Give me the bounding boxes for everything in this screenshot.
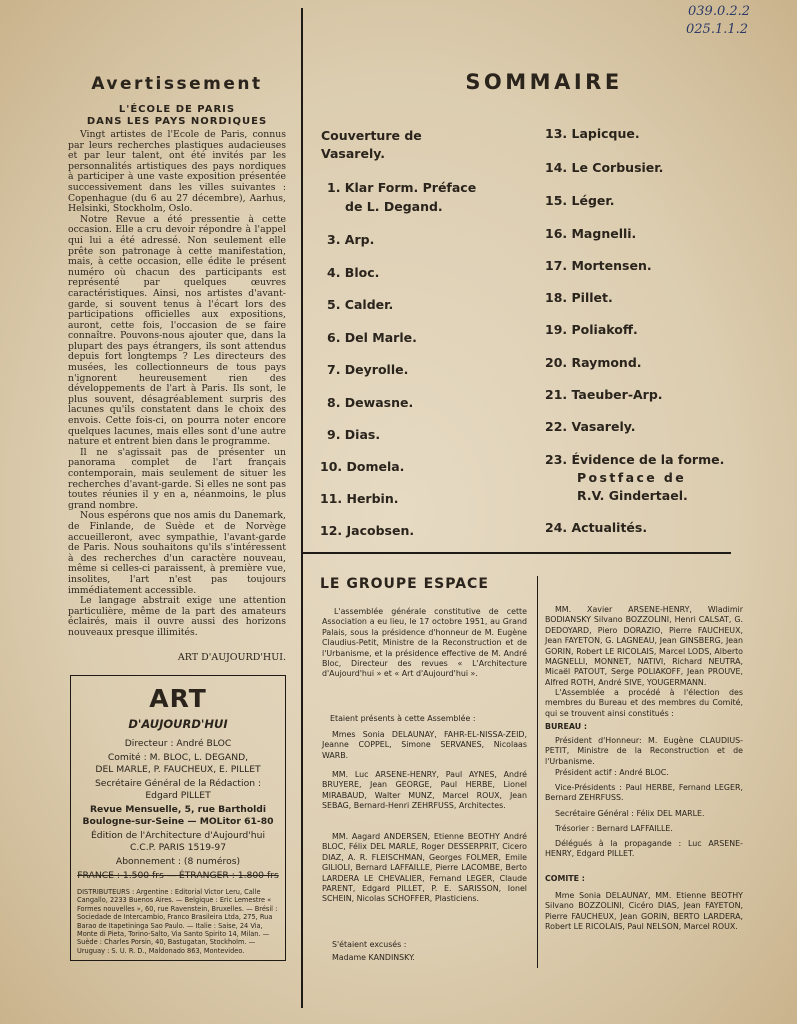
toc-entry: 14. Le Corbusier. (545, 160, 664, 175)
masthead-line: Comité : M. BLOC, L. DEGAND, (107, 752, 249, 763)
toc-entry: 19. Poliakoff. (545, 322, 638, 337)
toc-entry: 1. Klar Form. Préface (327, 180, 477, 195)
avertissement-title: Avertissement (91, 74, 263, 94)
masthead-line: Abonnement : (8 numéros) (115, 856, 241, 867)
groupe-paragraph: Délégués à la propagande : Luc ARSENE-HENRY, Edgard PILLET. (545, 839, 743, 859)
groupe-paragraph: Trésorier : Bernard LAFFAILLE. (555, 824, 673, 833)
shelfmark-2: 025.1.1.2 (686, 22, 749, 37)
toc-entry: 24. Actualités. (545, 520, 648, 535)
groupe-paragraph: Vice-Présidents : Paul HERBE, Fernand LEGER, Bernard ZEHRFUSS. (545, 783, 743, 803)
masthead-line: DEL MARLE, P. FAUCHEUX, E. PILLET (95, 764, 261, 775)
toc-entry: Postface de (577, 470, 687, 485)
masthead-line: C.C.P. PARIS 1519-97 (129, 842, 227, 853)
groupe-paragraph: Président d'Honneur: M. Eugène CLAUDIUS-PETIT, Ministre de la Reconstruction et de l'Urbanisme. (545, 736, 743, 766)
masthead-line: Édition de l'Architecture d'Aujourd'hui (91, 830, 265, 841)
avertissement-signature: ART D'AUJOURD'HUI. (177, 652, 286, 663)
toc-entry: 15. Léger. (545, 193, 615, 208)
masthead-line: Secrétaire Général de la Rédaction : (94, 778, 262, 789)
groupe-heading: COMITE : (545, 874, 585, 883)
toc-entry: 16. Magnelli. (545, 226, 637, 241)
groupe-paragraph: Président actif : André BLOC. (555, 768, 669, 777)
toc-entry: 17. Mortensen. (545, 258, 652, 273)
groupe-paragraph: L'Assemblée a procédé à l'élection des membres du Bureau et des membres du Comité, qui se trouvent ainsi constitués : (545, 688, 743, 718)
groupe-espace-title: LE GROUPE ESPACE (320, 576, 489, 592)
shelfmark-1: 039.0.2.2 (688, 4, 751, 19)
toc-entry: 3. Arp. (327, 232, 375, 247)
toc-entry: 8. Dewasne. (327, 395, 414, 410)
toc-entry: 12. Jacobsen. (320, 523, 415, 538)
groupe-paragraph: Etaient présents à cette Assemblée : (330, 714, 476, 723)
toc-entry: 7. Deyrolle. (327, 362, 409, 377)
masthead-title: ART (149, 684, 207, 713)
toc-entry: 21. Taeuber-Arp. (545, 387, 663, 402)
toc-entry: Couverture de (321, 128, 422, 143)
toc-entry: de L. Degand. (345, 199, 443, 214)
toc-entry: 20. Raymond. (545, 355, 642, 370)
toc-entry: 9. Dias. (327, 427, 381, 442)
toc-entry: 5. Calder. (327, 297, 394, 312)
toc-entry: 22. Vasarely. (545, 419, 636, 434)
masthead-line: Directeur : André BLOC (124, 738, 232, 749)
paragraph: Notre Revue a été pressentie à cette occasion. Elle a cru devoir répondre à l'appel qui lui a été adressé. Non seulement elle prête son patronage à cette manifestation, mais, à cette occasion, elle édite le présent numéro où chacun des participants est représenté par quelques œuvres caractéristiques. Ainsi, nos artistes d'avant-garde, si souvent tenus à l'écart lors des participations officielles aux expositions, auront, cette fois, l'occasion de se faire connaître. Pouvons-nous ajouter que, dans la plupart des pays étrangers, ils sont attendus depuis fort longtemps ? Les directeurs des musées, les collectionneurs de tous pays n'ignorent heureusement rien des développements de l'art à Paris. Ils sont, le plus souvent, désagréablement surpris des lacunes qu'ils constatent dans le choix des envois. Cette fois-ci, on pourra noter encore quelques lacunes, mais elles sont d'une autre nature et entrent bien dans le programme. (68, 213, 286, 448)
masthead-line: Revue Mensuelle, 5, rue Bartholdi (89, 804, 267, 815)
groupe-paragraph: Mme Sonia DELAUNAY, MM. Etienne BEOTHY Silvano BOZZOLINI, Cicéro DIAS, Jean FAYETON, Pierre FAUCHEUX, Jean GORIN, BERTO LARDERA, Robert LE RICOLAIS, Paul NELSON, Marcel ROUX. (545, 891, 743, 932)
groupe-paragraph: S'étaient excusés : (332, 940, 407, 949)
groupe-paragraph: MM. Luc ARSENE-HENRY, Paul AYNES, André BRUYERE, Jean GEORGE, Paul HERBE, Lionel MIRABAUD, Walter MUNZ, Marcel ROUX, Jean SEBAG, Bernard-Henri ZEHRFUSS, Architectes. (322, 770, 527, 811)
masthead-box (70, 675, 286, 961)
toc-entry: 4. Bloc. (327, 265, 380, 280)
toc-entry: 13. Lapicque. (545, 126, 640, 141)
toc-entry: 18. Pillet. (545, 290, 613, 305)
paragraph: Nous espérons que nos amis du Danemark, de Finlande, de Suède et de Norvège accueilleront, avec sympathie, l'avant-garde de Paris. Nous souhaitons qu'ils s'intéressent à des recherches d'un caractère nouveau, même si celles-ci paraissent, à première vue, insolites, l'art n'est pas toujours immédiatement accessible. (68, 510, 286, 596)
masthead-line: Boulogne-sur-Seine — MOLitor 61-80 (82, 816, 274, 827)
paragraph: Vingt artistes de l'Ecole de Paris, connus par leurs recherches plastiques audacieuses et par leur talent, ont été invités par les personnalités artistiques des pays nordiques à participer à une vaste exposition présentée successivement dans les villes suivantes : Copenhague (du 6 au 27 décembre), Aarhus, Helsinki, Stockholm, Oslo. (68, 129, 286, 215)
avertissement-body (68, 130, 286, 639)
avertissement-subtitle: L'ÉCOLE DE PARIS (118, 104, 236, 115)
masthead-line: Edgard PILLET (145, 790, 211, 801)
toc-entry: Vasarely. (321, 146, 385, 161)
masthead-line: FRANCE : 1.500 frs — ÉTRANGER : 1.800 frs (77, 870, 279, 881)
groupe-paragraph: Mmes Sonia DELAUNAY, FAHR-EL-NISSA-ZEID, Jeanne COPPEL, Simone SERVANES, Nicolaas WARB. (322, 730, 527, 760)
groupe-divider (537, 576, 538, 968)
toc-entry: 11. Herbin. (320, 491, 399, 506)
groupe-heading: BUREAU : (545, 722, 588, 731)
toc-entry: 10. Domela. (320, 459, 405, 474)
groupe-paragraph: Secrétaire Général : Félix DEL MARLE. (555, 809, 705, 818)
section-divider (303, 552, 731, 554)
toc-entry: R.V. Gindertael. (577, 488, 688, 503)
distributors: DISTRIBUTEURS : Argentine : Editorial Victor Leru, Calle Cangallo, 2233 Buenos Aires. — Belgique : Eric Lemestre « Formes nouvelles », 60, rue Ravenstein, Bruxelles. — Brésil : Sociedade de Intercambio, Franco Brasileira Ltda, 275, Rua Barao de Itapetininga Sao Paulo. — Italie : Saise, 24 Via, Monte di Pieta, Torino-Salto, Via Santo Spirito 14, Milan. — Suède : Charles Porsin, 40, Bastugatan, Stockholm. — Uruguay : S. U. R. D., Maldonado 863, Montevideo. (77, 888, 278, 955)
groupe-paragraph: MM. Xavier ARSENE-HENRY, Wladimir BODIANSKY Silvano BOZZOLINI, Henri CALSAT, G. DEDOYARD, Piero DORAZIO, Pierre FAUCHEUX, Jean FAYETON, G. LAGNEAU, Jean GINSBERG, Jean GORIN, Robert LE RICOLAIS, Marcel LODS, Alberto MAGNELLI, MONNET, NATIVI, Richard NEUTRA, Micaël PATOUT, Serge POLIAKOFF, Jean PROUVE, Alfred ROTH, André SIVE, YOUGERMANN. (545, 605, 743, 687)
groupe-paragraph: Madame KANDINSKY. (332, 953, 415, 962)
masthead-subtitle: D'AUJOURD'HUI (128, 717, 228, 731)
sommaire-title: SOMMAIRE (465, 70, 623, 94)
groupe-paragraph: MM. Aagard ANDERSEN, Etienne BEOTHY André BLOC, Félix DEL MARLE, Roger DESSERPRIT, Cicero DIAZ, A. R. FLEISCHMAN, Georges FOLMER, Emile GILIOLI, Bernard LAFFAILLE, Pierre LACOMBE, Berto LARDERA LE CHEVALIER, Fernand LEGER, Claude PARENT, Edgard PILLET, P. E. SARISSON, Ionel SCHEIN, Nicolas SCHOFFER, Plasticiens. (322, 832, 527, 904)
avertissement-subtitle: DANS LES PAYS NORDIQUES (86, 116, 268, 127)
paragraph: Le langage abstrait exige une attention particulière, même de la part des amateurs éclairés, mais il ouvre aussi des horizons nouveaux presque illimités. (68, 595, 286, 638)
toc-entry: 23. Évidence de la forme. (545, 452, 725, 467)
toc-entry: 6. Del Marle. (327, 330, 417, 345)
paragraph: Il ne s'agissait pas de présenter un panorama complet de l'art français contemporain, mais seulement de situer les recherches d'avant-garde. Si elles ne sont pas toutes réunies il y en a, néanmoins, le plus grand nombre. (68, 446, 286, 511)
groupe-paragraph: L'assemblée générale constitutive de cette Association a eu lieu, le 17 octobre 1951, au Grand Palais, sous la présidence d'honneur de M. Eugène Claudius-Petit, Ministre de la Reconstruction et de l'Urbanisme, et la présidence effective de M. André Bloc, Directeur des revues « L'Architecture d'Aujourd'hui » et « Art d'Aujourd'hui ». (322, 607, 527, 679)
column-divider (301, 8, 303, 1008)
